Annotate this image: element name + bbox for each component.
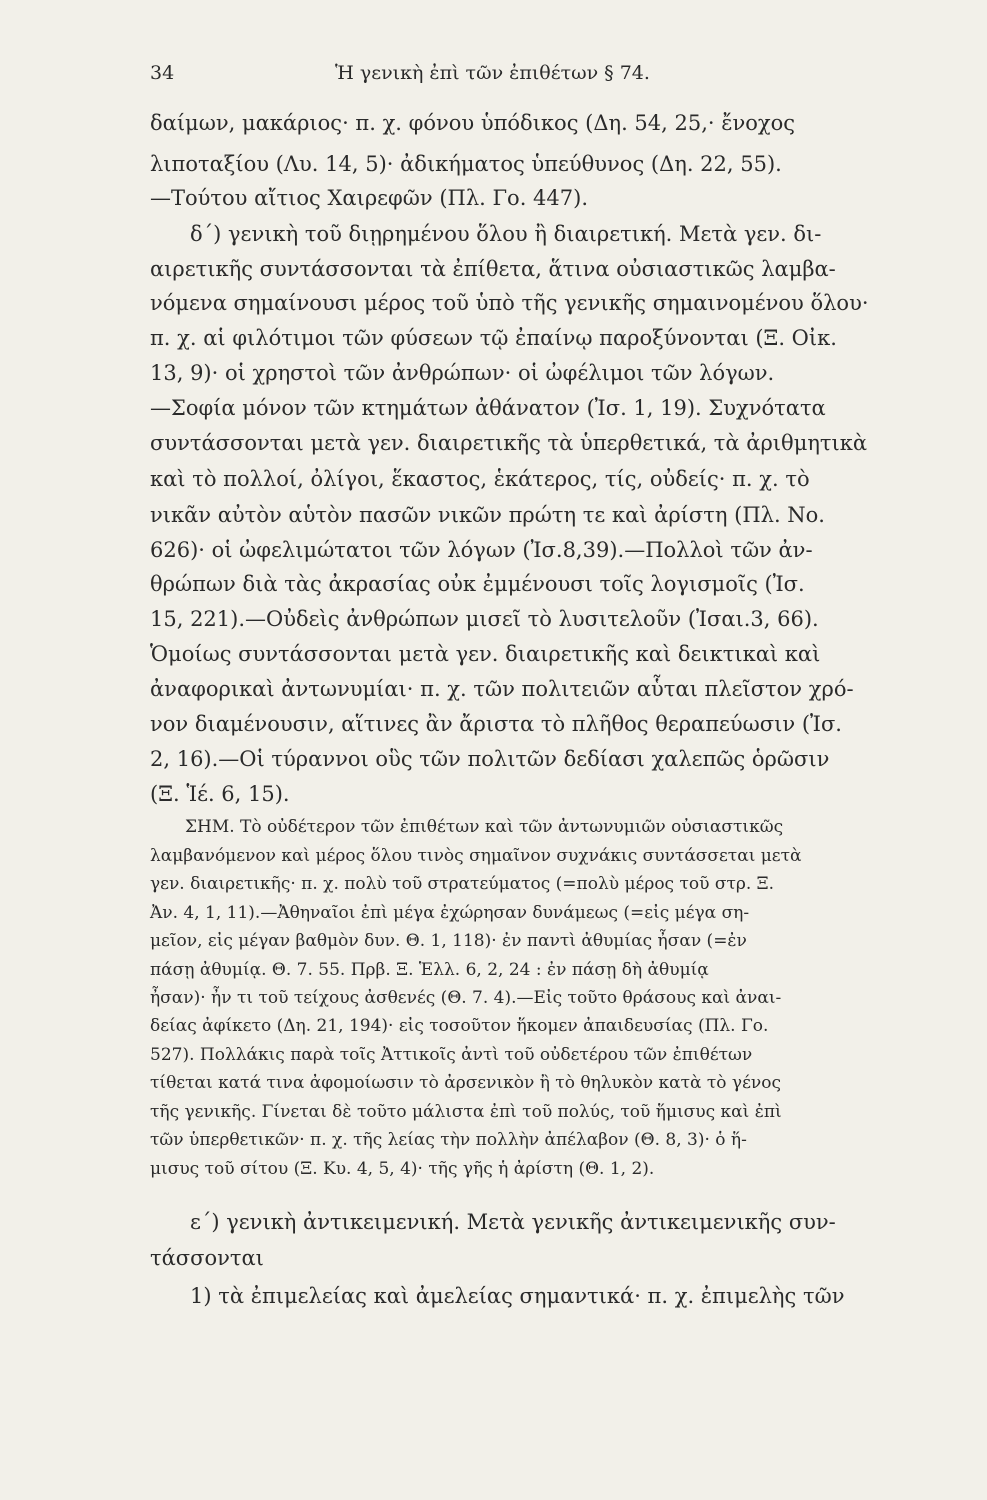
note-line-12: τῶν ὑπερθετικῶν· π. χ. τῆς λείας τὴν πολλὴν ἀπέλαβον (Θ. 8, 3)· ὁ ἥ- (150, 1130, 747, 1150)
tail-line-1: ε΄) γενικὴ ἀντικειμενική. Μετὰ γενικῆς ἀντικειμενικῆς συν- (190, 1210, 836, 1234)
text-line-8: 13, 9)· οἱ χρηστοὶ τῶν ἀνθρώπων· οἱ ὠφέλιμοι τῶν λόγων. (150, 361, 775, 385)
note-line-1: ΣΗΜ. Τὸ οὐδέτερον τῶν ἐπιθέτων καὶ τῶν ἀντωνυμιῶν οὐσιαστικῶς (185, 817, 784, 837)
text-line-7: π. χ. αἱ φιλότιμοι τῶν φύσεων τῷ ἐπαίνῳ παροξύνονται (Ξ. Οἰκ. (150, 326, 837, 350)
text-line-5: αιρετικῆς συντάσσονται τὰ ἐπίθετα, ἅτινα οὐσιαστικῶς λαμβα- (150, 257, 836, 281)
note-line-6: πάσῃ ἀθυμίᾳ. Θ. 7. 55. Πρβ. Ξ. Ἑλλ. 6, 2, 24 : ἐν πάσῃ δὴ ἀθυμίᾳ (150, 960, 709, 980)
note-line-9: 527). Πολλάκις παρὰ τοῖς Ἀττικοῖς ἀντὶ τοῦ οὐδετέρου τῶν ἐπιθέτων (150, 1045, 753, 1065)
text-line-11: καὶ τὸ πολλοί, ὀλίγοι, ἕκαστος, ἑκάτερος, τίς, οὐδείς· π. χ. τὸ (150, 467, 810, 491)
note-line-5: μεῖον, εἰς μέγαν βαθμὸν δυν. Θ. 1, 118)· ἐν παντὶ ἀθυμίας ἦσαν (=ἐν (150, 931, 747, 951)
note-line-7: ἦσαν)· ἦν τι τοῦ τείχους ἀσθενές (Θ. 7. 4).—Εἰς τοῦτο θράσους καὶ ἀναι- (150, 988, 782, 1008)
note-line-3: γεν. διαιρετικῆς· π. χ. πολὺ τοῦ στρατεύματος (=πολὺ μέρος τοῦ στρ. Ξ. (150, 874, 775, 894)
text-line-9: —Σοφία μόνον τῶν κτημάτων ἀθάνατον (Ἰσ. 1, 19). Συχνότατα (150, 396, 826, 420)
text-line-1: δαίμων, μακάριος· π. χ. φόνου ὑπόδικος (Δη. 54, 25,· ἔνοχος (150, 111, 796, 135)
note-line-13: μισυς τοῦ σίτου (Ξ. Κυ. 4, 5, 4)· τῆς γῆς ἡ ἀρίστη (Θ. 1, 2). (150, 1159, 655, 1179)
text-line-16: Ὁμοίως συντάσσονται μετὰ γεν. διαιρετικῆς καὶ δεικτικαὶ καὶ (150, 642, 821, 666)
text-line-18: νον διαμένουσιν, αἵτινες ἂν ἄριστα τὸ πλῆθος θεραπεύωσιν (Ἰσ. (150, 712, 842, 736)
text-line-19: 2, 16).—Οἱ τύραννοι οὓς τῶν πολιτῶν δεδίασι χαλεπῶς ὁρῶσιν (150, 747, 830, 771)
text-line-17: ἀναφορικαὶ ἀντωνυμίαι· π. χ. τῶν πολιτειῶν αὗται πλεῖστον χρό- (150, 677, 854, 701)
note-line-11: τῆς γενικῆς. Γίνεται δὲ τοῦτο μάλιστα ἐπὶ τοῦ πολύς, τοῦ ἥμισυς καὶ ἐπὶ (150, 1102, 782, 1122)
note-line-4: Ἀν. 4, 1, 11).—Ἀθηναῖοι ἐπὶ μέγα ἐχώρησαν δυνάμεως (=εἰς μέγα ση- (150, 903, 750, 923)
note-line-8: δείας ἀφίκετο (Δη. 21, 194)· εἰς τοσοῦτον ἥκομεν ἀπαιδευσίας (Πλ. Γο. (150, 1016, 769, 1036)
text-line-20: (Ξ. Ἱέ. 6, 15). (150, 782, 290, 806)
note-line-2: λαμβανόμενον καὶ μέρος ὅλου τινὸς σημαῖνον συχνάκις συντάσσεται μετὰ (150, 846, 802, 866)
text-line-10: συντάσσονται μετὰ γεν. διαιρετικῆς τὰ ὑπερθετικά, τὰ ἀριθμητικὰ (150, 431, 868, 455)
text-line-6: νόμενα σημαίνουσι μέρος τοῦ ὑπὸ τῆς γενικῆς σημαινομένου ὅλου· (150, 291, 869, 315)
page-number: 34 (150, 62, 175, 84)
text-line-12: νικᾶν αὐτὸν αὑτὸν πασῶν νικῶν πρώτη τε καὶ ἀρίστη (Πλ. Νο. (150, 503, 825, 527)
note-line-10: τίθεται κατά τινα ἀφομοίωσιν τὸ ἀρσενικὸν ἢ τὸ θηλυκὸν κατὰ τὸ γένος (150, 1073, 781, 1093)
running-head: Ἡ γενικὴ ἐπὶ τῶν ἐπιθέτων § 74. (335, 62, 650, 84)
tail-line-3: 1) τὰ ἐπιμελείας καὶ ἀμελείας σημαντικά· π. χ. ἐπιμελὴς τῶν (190, 1284, 845, 1308)
text-line-13: 626)· οἱ ὠφελιμώτατοι τῶν λόγων (Ἰσ.8,39).—Πολλοὶ τῶν ἀν- (150, 538, 813, 562)
text-line-15: 15, 221).—Οὐδεὶς ἀνθρώπων μισεῖ τὸ λυσιτελοῦν (Ἰσαι.3, 66). (150, 607, 819, 631)
text-line-4: δ΄) γενικὴ τοῦ διῃρημένου ὅλου ἢ διαιρετική. Μετὰ γεν. δι- (190, 222, 822, 246)
tail-line-2: τάσσονται (150, 1246, 264, 1270)
text-line-14: θρώπων διὰ τὰς ἀκρασίας οὐκ ἐμμένουσι τοῖς λογισμοῖς (Ἰσ. (150, 572, 805, 596)
text-line-3: —Τούτου αἴτιος Χαιρεφῶν (Πλ. Γο. 447). (150, 186, 589, 210)
text-line-2: λιποταξίου (Λυ. 14, 5)· ἀδικήματος ὑπεύθυνος (Δη. 22, 55). (150, 152, 782, 176)
